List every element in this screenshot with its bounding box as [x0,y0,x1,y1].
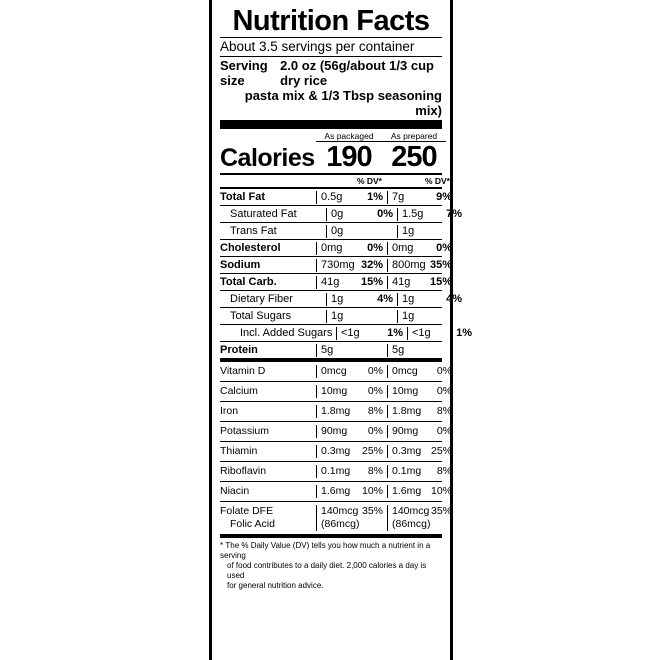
vitamin-as-packaged-amount: 90mg [321,425,348,437]
nutrient-as-prepared [387,242,456,255]
nutrient-as-packaged-dv: 4% [377,292,393,305]
vitamin-as-packaged [316,465,387,478]
nutrient-as-packaged-dv: 0% [377,207,393,220]
nutrient-as-prepared-dv: 0% [436,241,452,254]
serving-size-label: Serving size [220,58,268,88]
vitamin-as-prepared-amount: 1.8mg [392,405,422,417]
vitamin-name: Potassium [220,425,270,437]
nutrient-as-prepared-amount: 1g [402,292,415,305]
vitamin-as-prepared [387,465,456,478]
nutrient-row [220,274,452,290]
vitamin-as-packaged-amount: 10mg [321,385,348,397]
nutrient-as-packaged-amount: 0g [331,207,344,220]
nutrient-name: Dietary Fiber [230,292,293,305]
vitamin-as-packaged [316,445,387,458]
vitamin-as-prepared-amount: 0.1mg [392,465,422,477]
vitamin-row [220,402,452,421]
nutrient-row [220,240,452,256]
nutrient-as-prepared-dv [462,310,466,323]
nutrient-row [220,325,472,341]
nutrient-name: Sodium [220,258,261,271]
nutrient-as-packaged [326,310,397,323]
calories-row [220,142,442,173]
vitamin-as-prepared [387,385,456,398]
vitamin-as-prepared [387,485,456,498]
nutrient-as-prepared [397,293,466,306]
nutrient-as-packaged [316,276,387,289]
vitamin-name: Riboflavin [220,465,267,477]
nutrient-as-prepared-dv: 9% [436,190,452,203]
footnote [220,538,442,591]
nutrient-name: Total Fat [220,190,266,203]
nutrient-as-prepared-dv [452,344,456,357]
vitamin-as-prepared [387,445,456,458]
vitamin-as-packaged-dv: 8% [367,405,383,417]
vitamin-as-packaged-dv: 0% [367,425,383,437]
vitamin-row [220,382,452,401]
nutrient-as-packaged-amount: <1g [341,326,360,339]
nutrient-as-prepared-dv [462,225,466,238]
vitamin-as-prepared [387,365,456,378]
vitamin-as-packaged [316,485,387,498]
nutrient-as-prepared [387,276,456,289]
dv-header-as-packaged: % DV* [356,176,382,186]
servings-per-container: About 3.5 servings per container [220,39,415,54]
nutrient-as-packaged-amount: 1g [331,292,344,305]
vitamin-as-packaged [316,405,387,418]
panel-title: Nutrition Facts [232,5,430,37]
calories-as-prepared: 250 [391,141,437,173]
serving-size-value: 2.0 oz (56g/about 1/3 cup dry rice [280,58,434,88]
footnote-line-1 [220,541,442,561]
folate-name-line2: Folic Acid [230,518,275,530]
vitamin-as-packaged [316,365,387,378]
vitamin-as-packaged-dv: 8% [367,465,383,477]
vitamin-row [220,462,452,481]
vitamin-row [220,422,452,441]
nutrient-as-packaged-dv: 1% [367,190,383,203]
vitamin-as-prepared-amount: 0mcg [392,365,418,377]
nutrient-row [220,342,442,358]
nutrient-as-prepared-dv: 35% [429,258,452,271]
vitamin-as-prepared-amount: 90mg [392,425,419,437]
column-header-spacer [220,131,316,141]
folate-as-packaged-amount-secondary: (86mcg) [321,518,360,530]
nutrient-as-prepared [387,191,456,204]
nutrient-as-packaged-amount: 41g [321,275,340,288]
nutrient-as-packaged [316,242,387,255]
calories-as-packaged: 190 [326,141,372,173]
vitamin-name: Iron [220,405,239,417]
vitamin-as-packaged-dv: 0% [367,385,383,397]
nutrient-name: Total Carb. [220,275,277,288]
folate-as-prepared-amount-secondary: (86mcg) [392,518,431,530]
nutrient-row [220,223,442,239]
nutrient-as-packaged-amount: 730mg [321,258,355,271]
vitamin-as-prepared-amount: 1.6mg [392,485,422,497]
nutrient-as-prepared [387,344,456,357]
nutrient-as-prepared [387,259,456,272]
footnote-text-1: The % Daily Value (DV) tells you how much a nutrient in a serving [220,541,431,560]
vitamin-as-packaged-dv: 0% [367,365,383,377]
vitamin-rows [220,362,452,534]
nutrient-as-packaged-dv: 1% [387,326,403,339]
vitamin-as-prepared [387,425,456,438]
nutrient-as-prepared [397,225,466,238]
nutrition-facts-panel [209,0,472,660]
vitamin-as-packaged-dv: 10% [361,485,383,497]
folate-name-line1: Folate DFE [220,505,274,517]
nutrient-as-packaged-amount: 1g [331,309,344,322]
nutrient-as-prepared [407,327,476,340]
footnote-line-3: for general nutrition advice. [227,581,324,590]
vitamin-as-prepared-dv: 8% [436,405,452,417]
nutrient-rows [220,189,472,358]
folate-as-prepared-dv: 35% [430,505,452,517]
nutrient-as-packaged [326,225,397,238]
nutrient-as-packaged-amount: 0mg [321,241,343,254]
nutrient-name: Incl. Added Sugars [240,326,333,339]
nutrient-name: Saturated Fat [230,207,297,220]
nutrient-as-packaged [336,327,407,340]
vitamin-as-packaged [316,385,387,398]
nutrient-name: Total Sugars [230,309,292,322]
nutrient-row [220,257,452,273]
nutrient-as-packaged [316,344,387,357]
nutrient-as-packaged [316,191,387,204]
vitamin-as-packaged-amount: 0.1mg [321,465,351,477]
vitamin-name: Thiamin [220,445,258,457]
nutrient-as-prepared-amount: 1g [402,224,415,237]
nutrient-as-packaged-dv: 0% [367,241,383,254]
daily-value-headers [220,175,450,187]
footnote-line-2: of food contributes to a daily diet. 2,000 calories a day is used [227,561,427,580]
vitamin-as-prepared-dv: 0% [436,385,452,397]
nutrient-as-prepared-amount: 1.5g [402,207,424,220]
folate-as-prepared-amount: 140mcg [392,505,430,517]
vitamin-as-packaged [316,425,387,438]
nutrient-as-packaged [326,293,397,306]
vitamin-as-packaged-amount: 1.6mg [321,485,351,497]
nutrient-as-prepared-amount: <1g [412,326,431,339]
vitamin-as-prepared-amount: 10mg [392,385,419,397]
nutrient-as-prepared-amount: 5g [392,343,405,356]
footnote-marker: * [220,541,224,550]
nutrient-as-packaged-dv: 32% [360,258,383,271]
folate-as-packaged [316,505,387,531]
nutrient-as-prepared-amount: 41g [392,275,411,288]
calories-label: Calories [220,144,315,172]
vitamin-as-packaged-amount: 1.8mg [321,405,351,417]
nutrient-row [220,308,442,324]
vitamin-as-prepared-dv: 0% [436,365,452,377]
nutrient-row [220,291,462,307]
column-header-as-prepared: As prepared [390,131,438,141]
vitamin-as-prepared-dv: 8% [436,465,452,477]
folate-row [220,502,452,534]
vitamin-row [220,362,452,381]
nutrient-as-packaged-amount: 0g [331,224,344,237]
vitamin-as-packaged-dv: 25% [361,445,383,457]
vitamin-as-packaged-amount: 0mcg [321,365,347,377]
vitamin-as-prepared-dv: 25% [430,445,452,457]
vitamin-as-packaged-amount: 0.3mg [321,445,351,457]
nutrient-row [220,206,462,222]
nutrient-row [220,189,452,205]
vitamin-as-prepared-amount: 0.3mg [392,445,422,457]
vitamin-as-prepared [387,405,456,418]
nutrient-as-packaged [326,208,397,221]
nutrient-as-packaged [316,259,387,272]
vitamin-row [220,442,452,461]
nutrient-as-prepared-dv: 1% [456,326,472,339]
nutrient-as-prepared [397,208,466,221]
nutrient-as-packaged-amount: 5g [321,343,334,356]
folate-as-prepared [387,505,456,531]
serving-size-block [220,57,442,120]
serving-size-value-line2: pasta mix & 1/3 Tbsp seasoning mix) [244,88,442,118]
nutrient-as-prepared-dv: 4% [446,292,462,305]
column-headers [220,129,442,141]
dv-header-as-prepared: % DV* [424,176,450,186]
nutrient-as-prepared-amount: 0mg [392,241,414,254]
folate-as-packaged-amount: 140mcg [321,505,359,517]
folate-name [220,505,316,531]
nutrient-as-prepared-amount: 800mg [392,258,426,271]
vitamin-name: Calcium [220,385,258,397]
nutrient-as-prepared-dv: 15% [429,275,452,288]
folate-as-packaged-dv: 35% [361,505,383,517]
nutrient-name: Cholesterol [220,241,281,254]
nutrient-as-prepared [397,310,466,323]
vitamin-as-prepared-dv: 0% [436,425,452,437]
vitamin-name: Vitamin D [220,365,266,377]
vitamin-name: Niacin [220,485,250,497]
nutrient-as-prepared-dv: 7% [446,207,462,220]
nutrient-as-packaged-amount: 0.5g [321,190,343,203]
nutrient-as-packaged-dv: 15% [360,275,383,288]
nutrient-name: Trans Fat [230,224,277,237]
nutrient-as-prepared-amount: 1g [402,309,415,322]
vitamin-as-prepared-dv: 10% [430,485,452,497]
heavy-divider-top [220,120,442,129]
vitamin-row [220,482,452,501]
nutrient-name: Protein [220,343,258,356]
nutrient-as-prepared-amount: 7g [392,190,405,203]
column-header-as-packaged: As packaged [324,131,374,141]
